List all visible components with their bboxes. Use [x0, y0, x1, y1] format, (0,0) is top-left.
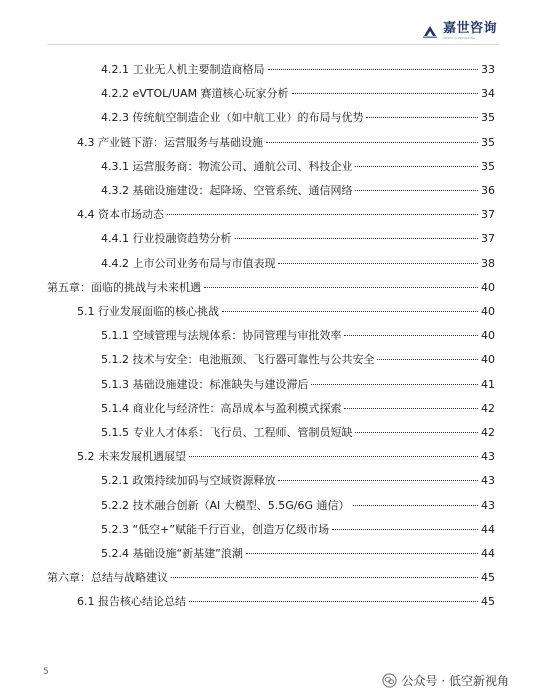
toc-leader-dots [353, 505, 479, 506]
toc-entry[interactable] [101, 474, 495, 488]
toc-leader-dots [344, 335, 478, 336]
toc-entry-page: 45 [481, 595, 495, 609]
toc-leader-dots [355, 190, 478, 191]
toc-leader-dots [292, 93, 478, 94]
toc-leader-dots [311, 384, 478, 385]
brand-logo [422, 22, 497, 40]
toc-entry[interactable] [101, 232, 495, 246]
toc-entry-page: 41 [481, 377, 495, 391]
page-header [0, 0, 541, 44]
toc-leader-dots [246, 553, 478, 554]
toc-entry-page: 36 [481, 184, 495, 197]
toc-entry[interactable] [101, 499, 495, 513]
toc-entry-title: 6.1 报告核心结论总结 [77, 595, 186, 609]
toc-entry-title: 4.3.2 基础设施建设：起降场、空管系统、通信网络 [101, 184, 353, 197]
toc-entry[interactable] [77, 595, 495, 609]
toc-entry[interactable] [101, 63, 495, 77]
toc-leader-dots [222, 311, 478, 312]
toc-entry-title: 5.1 行业发展面临的核心挑战 [77, 305, 219, 318]
toc-entry-title: 第六章：总结与战略建议 [47, 571, 168, 585]
toc-entry-title: 5.2.3 “低空+”赋能千行百业，创造万亿级市场 [101, 522, 330, 536]
toc-entry[interactable] [101, 160, 495, 174]
toc-entry-title: 4.3 产业链下游：运营服务与基础设施 [77, 135, 263, 149]
toc-entry-title: 4.4 资本市场动态 [77, 208, 164, 222]
toc-leader-dots [344, 408, 478, 409]
toc-entry[interactable] [101, 378, 495, 392]
toc-entry-page: 44 [481, 547, 495, 560]
toc-entry-title: 5.1.3 基础设施建设：标准缺失与建设滞后 [101, 377, 309, 391]
toc-leader-dots [278, 263, 478, 264]
toc-entry-title: 4.3.1 运营服务商：物流公司、通航公司、科技企业 [101, 159, 353, 173]
toc-entry-page: 44 [481, 522, 495, 536]
toc-entry-page: 40 [481, 280, 495, 294]
toc-entry-page: 33 [481, 63, 495, 76]
toc-leader-dots [377, 359, 478, 360]
toc-entry-title: 第五章：面临的挑战与未来机遇 [47, 280, 201, 294]
toc-leader-dots [266, 142, 478, 143]
toc-entry[interactable] [77, 208, 495, 222]
toc-entry-page: 45 [481, 571, 495, 585]
toc-entry-page: 37 [481, 208, 495, 222]
toc-entry[interactable] [77, 305, 495, 319]
toc-entry-title: 5.1.2 技术与安全：电池瓶颈、飞行器可靠性与公共安全 [101, 353, 375, 367]
toc-entry-title: 4.4.2 上市公司业务布局与市值表现 [101, 256, 276, 270]
toc-entry-page: 35 [481, 159, 495, 173]
toc-entry-page: 42 [481, 401, 495, 415]
toc-leader-dots [355, 166, 478, 167]
toc-entry[interactable] [101, 257, 495, 271]
toc-entry-page: 42 [481, 426, 495, 439]
toc-leader-dots [171, 577, 478, 578]
toc-entry-title: 5.2.4 基础设施“新基建”浪潮 [101, 547, 243, 560]
toc-leader-dots [268, 69, 479, 70]
toc-entry[interactable] [101, 426, 495, 440]
toc-entry-title: 4.2.2 eVTOL/UAM 赛道核心玩家分析 [101, 87, 289, 101]
watermark [382, 672, 509, 689]
toc-entry-page: 34 [481, 87, 495, 101]
toc-leader-dots [189, 456, 478, 457]
toc-leader-dots [366, 117, 478, 118]
toc-leader-dots [278, 480, 478, 481]
toc-entry[interactable] [101, 353, 495, 367]
toc-leader-dots [167, 214, 478, 215]
toc-entry-page: 35 [481, 111, 495, 125]
toc-entry[interactable] [101, 523, 495, 537]
toc-leader-dots [332, 529, 478, 530]
toc-entry[interactable] [47, 281, 495, 295]
toc-entry-title: 4.4.1 行业投融资趋势分析 [101, 232, 232, 246]
toc-entry-title: 5.2 未来发展机遇展望 [77, 450, 186, 464]
toc-entry[interactable] [101, 87, 495, 101]
toc-entry[interactable] [101, 547, 495, 561]
toc-entry-page: 43 [481, 450, 495, 464]
toc-entry-title: 5.1.4 商业化与经济性：高昂成本与盈利模式探索 [101, 401, 342, 415]
toc-leader-dots [189, 601, 478, 602]
brand-name: 嘉世咨询 [442, 21, 497, 36]
toc-entry[interactable] [101, 402, 495, 416]
toc-entry[interactable] [47, 571, 495, 585]
toc-entry-page: 40 [481, 329, 495, 343]
watermark-text: 公众号 · 低空新视角 [401, 674, 509, 688]
toc-entry-page: 43 [481, 474, 495, 488]
toc-entry-title: 5.2.2 技术融合创新（AI 大模型、5.5G/6G 通信） [101, 498, 350, 512]
toc-entry[interactable] [101, 184, 495, 198]
toc-entry-title: 4.2.3 传统航空制造企业（如中航工业）的布局与优势 [101, 111, 364, 125]
toc-entry[interactable] [77, 136, 495, 150]
toc-entry[interactable] [101, 111, 495, 125]
toc-entry-page: 35 [481, 135, 495, 149]
toc-leader-dots [355, 432, 478, 433]
toc-entry-page: 37 [481, 232, 495, 246]
toc-entry-page: 43 [481, 498, 495, 512]
header-divider [47, 44, 499, 45]
toc-entry-title: 5.2.1 政策持续加码与空域资源释放 [101, 474, 276, 488]
page-number: 5 [43, 667, 49, 677]
toc-entry-page: 40 [481, 353, 495, 367]
wechat-icon [382, 673, 397, 688]
toc-entry-page: 38 [481, 256, 495, 270]
toc-entry[interactable] [77, 450, 495, 464]
toc-entry-title: 5.1.5 专业人才体系：飞行员、工程师、管制员短缺 [101, 426, 353, 439]
toc-entry-page: 40 [481, 305, 495, 318]
toc-entry-title: 5.1.1 空域管理与法规体系：协同管理与审批效率 [101, 329, 342, 343]
toc-leader-dots [235, 238, 479, 239]
jiashi-logo-icon [422, 23, 438, 39]
brand-subtitle: JIASHI CONSULTING [442, 36, 476, 40]
toc-entry[interactable] [101, 329, 495, 343]
toc-leader-dots [204, 287, 478, 288]
toc-entry-title: 4.2.1 工业无人机主要制造商格局 [101, 63, 265, 76]
